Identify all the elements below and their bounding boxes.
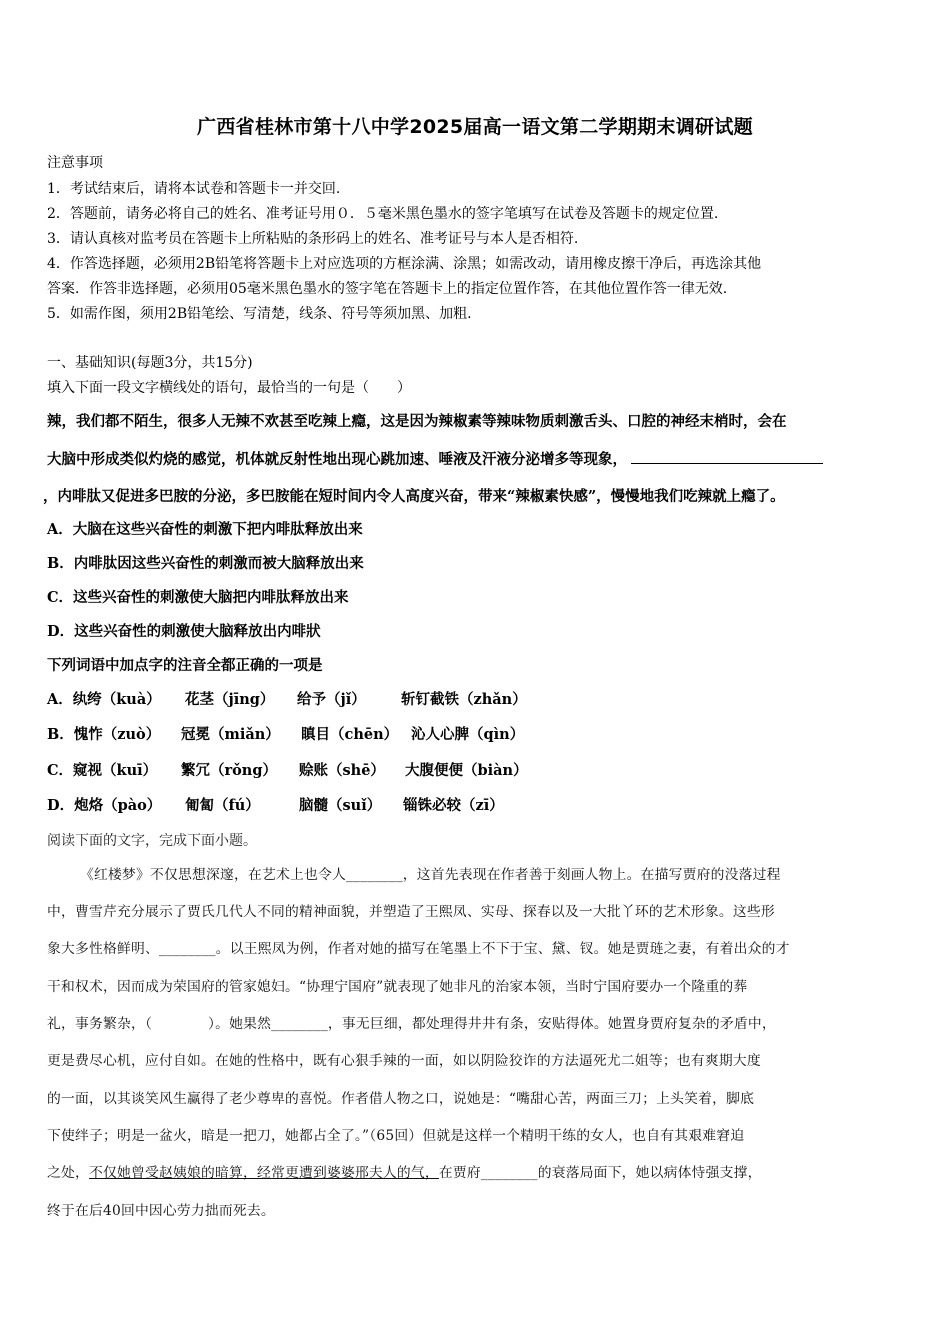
notice-item: 1．考试结束后，请将本试卷和答题卡一并交回. [47, 181, 341, 197]
option-d[interactable] [47, 794, 504, 815]
section-heading: 一、基础知识(每题3分，共15分) [47, 355, 253, 371]
notice-item: 答案．作答非选择题，必须用05毫米黑色墨水的签字笔在答题卡上的指定位置作答，在其他位置作答一律无效. [47, 281, 728, 297]
reading-line: 《红楼梦》不仅思想深邃，在艺术上也令人________，这首先表现在作者善于刻画人物上。在描写贾府的没落过程 [80, 867, 781, 883]
reading-intro: 阅读下面的文字，完成下面小题。 [47, 833, 257, 849]
option-label: D．炮烙（pào） [47, 797, 162, 814]
option-b[interactable]: B．内啡肽因这些兴奋性的刺激而被大脑释放出来 [47, 555, 364, 572]
notice-item: 3．请认真核对监考员在答题卡上所粘贴的条形码上的姓名、准考证号与本人是否相符. [47, 231, 579, 247]
option-word: 大腹便便（biàn） [405, 762, 528, 779]
option-d[interactable]: D．这些兴奋性的刺激使大脑释放出内啡狀 [47, 623, 321, 640]
option-word: 花茎（jīng） [185, 691, 275, 708]
question-passage: 大脑中形成类似灼烧的感觉，机体就反射性地出现心跳加速、唾液及汗液分泌增多等现象， [47, 451, 627, 468]
reading-line: 礼，事务繁杂，（ ）。她果然________，事无巨细，都处理得井井有条，安贴得体。她置身贾府复杂的矛盾中， [47, 1016, 776, 1032]
reading-line: 干和权术，因而成为荣国府的管家媳妇。“协理宁国府”就表现了她非凡的治家本领，当时宁国府要办一个隆重的葬 [47, 979, 748, 995]
option-label: A．纨绔（kuà） [47, 691, 161, 708]
underlined-sentence: 不仅她曾受赵姨娘的暗算，经常更遭到婆婆邢夫人的气， [89, 1165, 439, 1181]
reading-text: 在贾府________的衰落局面下，她以病体恃强支撑， [438, 1165, 762, 1181]
option-word: 斩钉截铁（zhǎn） [401, 691, 527, 708]
question-passage: 辣，我们都不陌生，很多人无辣不欢甚至吃辣上瘾，这是因为辣椒素等辣味物质刺激舌头、口腔的神经末梢时，会在 [47, 413, 787, 430]
question-passage-with-blank [47, 448, 823, 469]
option-label: B．愧怍（zuò） [47, 726, 161, 743]
option-c[interactable] [47, 759, 528, 780]
notice-item: 5．如需作图，须用2B铅笔绘、写清楚，线条、符号等须加黑、加粗. [47, 306, 472, 322]
option-word: 给予（jǐ） [297, 691, 366, 708]
option-c[interactable]: C．这些兴奋性的刺激使大脑把内啡肽释放出来 [47, 589, 349, 606]
reading-line: 更是费尽心机，应付自如。在她的性格中，既有心狠手辣的一面，如以阴险狡诈的方法逼死尤二姐等；也有爽期大度 [47, 1053, 761, 1069]
reading-line: 终于在后40回中因心劳力拙而死去。 [47, 1203, 275, 1219]
answer-blank [631, 449, 823, 464]
reading-line: 下使绊子；明是一盆火，暗是一把刀，她都占全了。”（65回）但就是这样一个精明干练的女人，也自有其艰难窘迫 [47, 1128, 745, 1144]
reading-line: 象大多性格鲜明、________。以王熙凤为例，作者对她的描写在笔墨上不下于宝、黛、钗。她是贾琏之妻，有着出众的才 [47, 941, 790, 957]
option-word: 匍匐（fú） [185, 797, 260, 814]
page-title: 广西省桂林市第十八中学2025届高一语文第二学期期末调研试题 [197, 116, 753, 138]
reading-line [47, 1161, 762, 1181]
reading-line: 的一面，以其谈笑风生赢得了老少尊卑的喜悦。作者借人物之口，说她是：“嘴甜心苦，两面三刀；上头笑着，脚底 [47, 1091, 755, 1107]
option-word: 繁冗（rǒng） [181, 762, 277, 779]
option-word: 赊账（shē） [299, 762, 385, 779]
reading-text: 之处， [47, 1165, 89, 1181]
option-word: 瞋目（chēn） [301, 726, 399, 743]
option-label: C．窥视（kuī） [47, 762, 158, 779]
option-a[interactable]: A．大脑在这些兴奋性的刺激下把内啡肽释放出来 [47, 521, 363, 538]
question-stem: 下列词语中加点字的注音全都正确的一项是 [47, 657, 323, 674]
option-word: 沁人心脾（qìn） [411, 726, 525, 743]
notice-item: 4．作答选择题，必须用2B铅笔将答题卡上对应选项的方框涂满、涂黑；如需改动，请用橡皮擦干净后，再选涂其他 [47, 256, 762, 272]
option-word: 冠冕（miǎn） [181, 726, 280, 743]
notice-item: 2．答题前，请务必将自己的姓名、准考证号用０．５毫米黑色墨水的签字笔填写在试卷及答题卡的规定位置. [47, 206, 719, 222]
reading-line: 中，曹雪芹充分展示了贾氏几代人不同的精神面貌，并塑造了王熙凤、实母、探春以及一大批丫环的艺术形象。这些形 [47, 904, 775, 920]
option-b[interactable] [47, 723, 524, 744]
question-passage: ，内啡肽又促进多巴胺的分泌，多巴胺能在短时间内令人高度兴奋，带来“辣椒素快感”，慢慢地我们吃辣就上瘾了。 [43, 488, 785, 505]
question-stem: 填入下面一段文字横线处的语句，最恰当的一句是（ ） [47, 380, 411, 396]
option-word: 脑髓（suǐ） [299, 797, 382, 814]
option-a[interactable] [47, 688, 527, 709]
option-word: 锱铢必较（zī） [403, 797, 504, 814]
notice-heading: 注意事项 [47, 155, 103, 171]
